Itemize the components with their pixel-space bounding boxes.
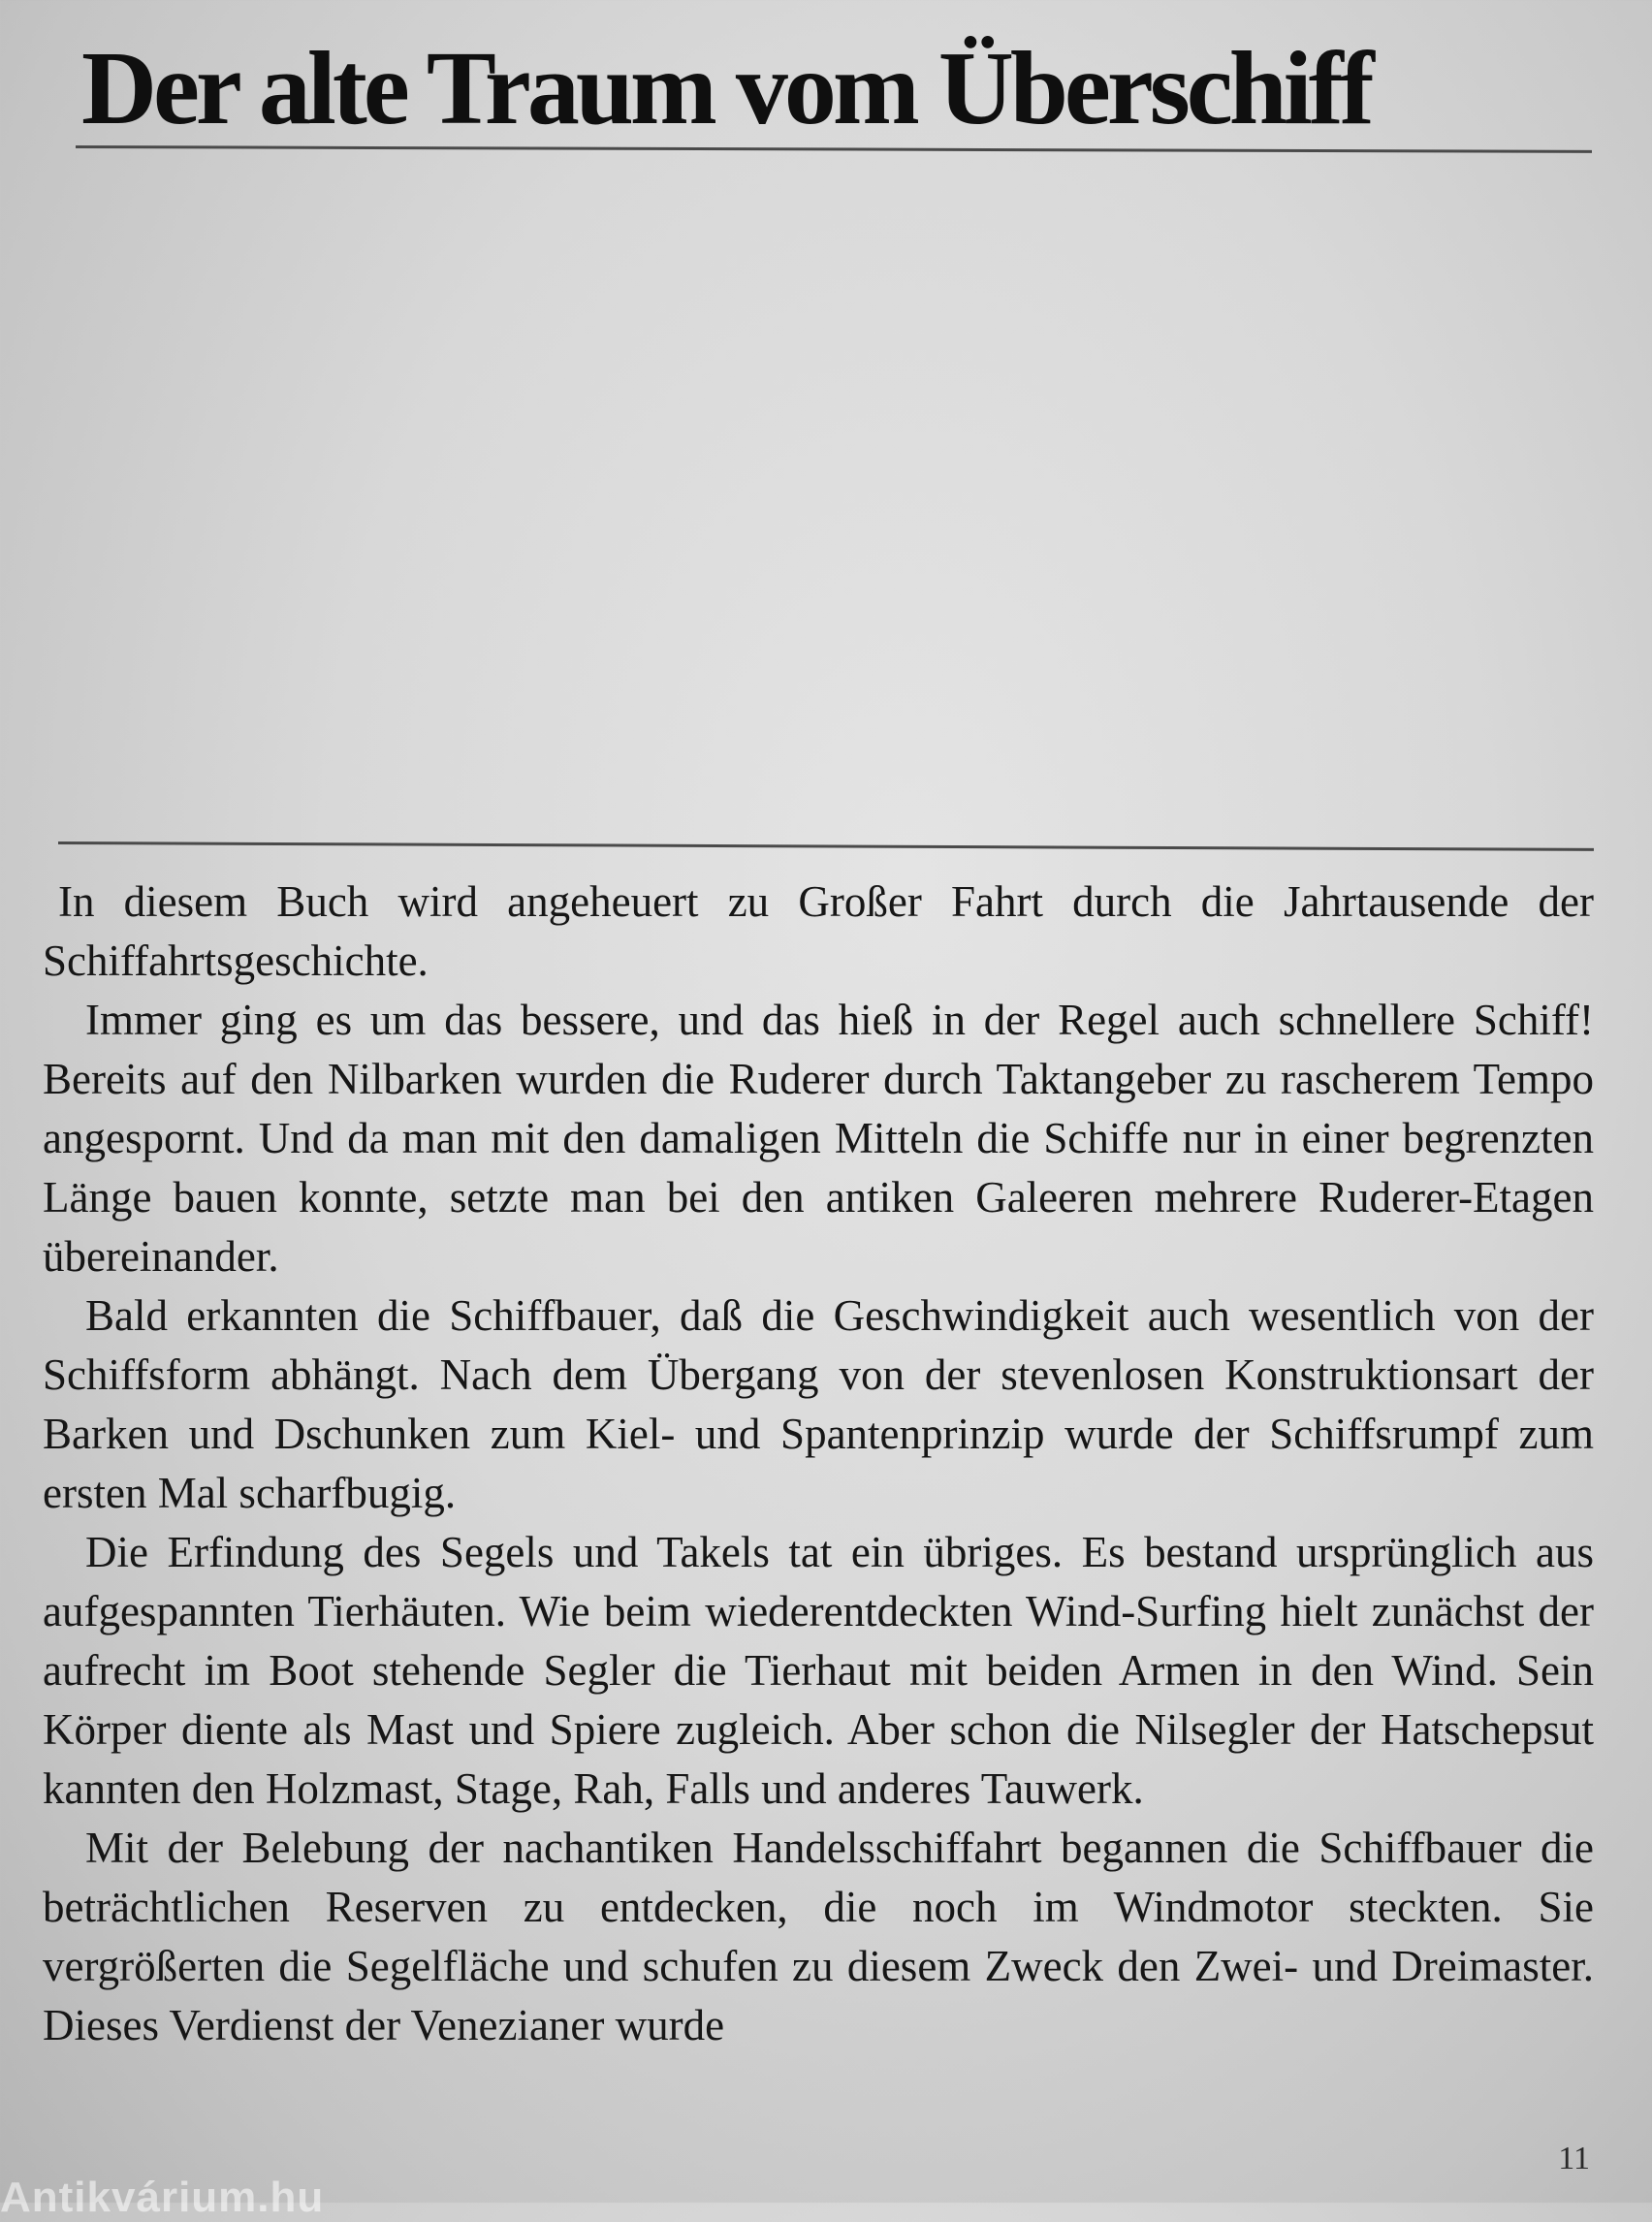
paragraph: Bald erkannten die Schiffbauer, daß die Geschwindigkeit auch wesentlich von der Schiffsform abhängt. Nach dem Übergang von der stevenlosen Konstruktionsart der Barken und Dschunken zum Kiel- und Spantenprinzip wurde der Schiffsrumpf zum ersten Mal scharfbugig.	[43, 1291, 1594, 1517]
page-number: 11	[1558, 2141, 1590, 2176]
page-title: Der alte Traum vom Überschiff	[81, 31, 1371, 146]
blank-figure-area	[76, 155, 1592, 834]
watermark: Antikvárium.hu	[0, 2174, 325, 2221]
body-text	[43, 873, 1594, 2055]
paragraph: Mit der Belebung der nachantiken Handelsschiffahrt begannen die Schiffbauer die beträchtlichen Reserven zu entdecken, die noch im Windmotor steckten. Sie vergrößerten die Segelfläche und schufen zu diesem Zweck den Zwei- und Dreimaster. Dieses Verdienst der Venezianer wurde	[43, 1824, 1594, 2049]
paragraph: In diesem Buch wird angeheuert zu Großer Fahrt durch die Jahrtausende der Schiffahrtsgeschichte.	[43, 877, 1594, 985]
paragraph: Die Erfindung des Segels und Takels tat ein übriges. Es bestand ursprünglich aus aufgespannten Tierhäuten. Wie beim wiederentdeckten Wind-Surfing hielt zunächst der aufrecht im Boot stehende Segler die Tierhaut mit beiden Armen in den Wind. Sein Körper diente als Mast und Spiere zugleich. Aber schon die Nilsegler der Hatschepsut kannten den Holzmast, Stage, Rah, Falls und anderes Tauwerk.	[43, 1528, 1594, 1813]
paragraph: Immer ging es um das bessere, und das hieß in der Regel auch schnellere Schiff! Bereits auf den Nilbarken wurden die Ruderer durch Taktangeber zu rascherem Tempo angespornt. Und da man mit den damaligen Mitteln die Schiffe nur in einer begrenzten Länge bauen konnte, setzte man bei den antiken Galeeren mehrere Ruderer-Etagen übereinander.	[43, 996, 1594, 1281]
text-divider	[58, 841, 1594, 851]
